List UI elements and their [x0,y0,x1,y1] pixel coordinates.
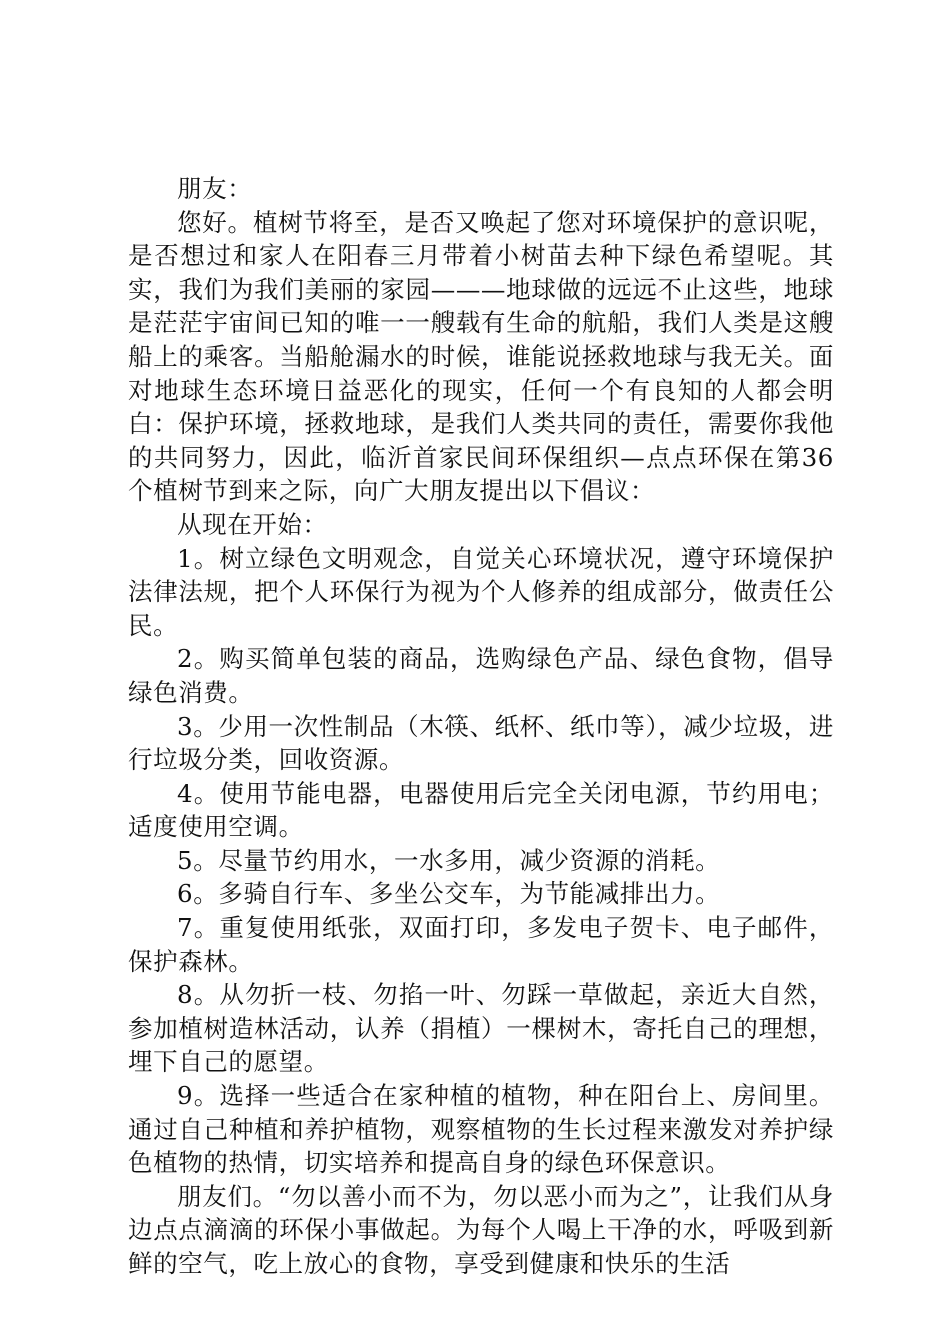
document-body [128,172,834,1281]
proposal-item-8: 8。从勿折一枝、勿掐一叶、勿踩一草做起，亲近大自然，参加植树造林活动，认养（捐植）一棵树木，寄托自己的理想，埋下自己的愿望。 [128,980,834,1077]
proposal-item-9: 9。选择一些适合在家种植的植物，种在阳台上、房间里。通过自己种植和养护植物，观察植物的生长过程来激发对养护绿色植物的热情，切实培养和提高自身的绿色环保意识。 [128,1081,834,1178]
intro-paragraph: 您好。植树节将至，是否又唤起了您对环境保护的意识呢，是否想过和家人在阳春三月带着小树苗去种下绿色希望呢。其实，我们为我们美丽的家园———地球做的远远不止这些，地球是茫茫宇宙间已知的唯一一艘载有生命的航船，我们人类是这艘船上的乘客。当船舱漏水的时候，谁能说拯救地球与我无关。面对地球生态环境日益恶化的现实，任何一个有良知的人都会明白：保护环境，拯救地球，是我们人类共同的责任，需要你我他的共同努力，因此，临沂首家民间环保组织—点点环保在第36个植树节到来之际，向广大朋友提出以下倡议： [128,207,834,506]
proposal-item-3: 3。少用一次性制品（木筷、纸杯、纸巾等），减少垃圾，进行垃圾分类，回收资源。 [128,711,834,775]
salutation: 朋友： [177,174,253,203]
closing-paragraph: 朋友们。“勿以善小而不为，勿以恶小而为之”，让我们从身边点点滴滴的环保小事做起。为每个人喝上干净的水，呼吸到新鲜的空气，吃上放心的食物，享受到健康和快乐的生活 [128,1181,834,1278]
proposal-heading: 从现在开始： [177,509,328,539]
proposal-item-4: 4。使用节能电器，电器使用后完全关闭电源，节约用电；适度使用空调。 [128,778,834,842]
proposal-item-6: 6。多骑自行车、多坐公交车，为节能减排出力。 [177,879,721,909]
proposal-item-2: 2。购买简单包装的商品，选购绿色产品、绿色食物，倡导绿色消费。 [128,644,834,707]
proposal-item-7: 7。重复使用纸张，双面打印，多发电子贺卡、电子邮件，保护森林。 [128,913,834,976]
proposal-item-5: 5。尽量节约用水，一水多用，减少资源的消耗。 [177,845,721,875]
proposal-item-1: 1。树立绿色文明观念，自觉关心环境状况，遵守环境保护法律法规，把个人环保行为视为个人修养的组成部分，做责任公民。 [128,543,834,640]
